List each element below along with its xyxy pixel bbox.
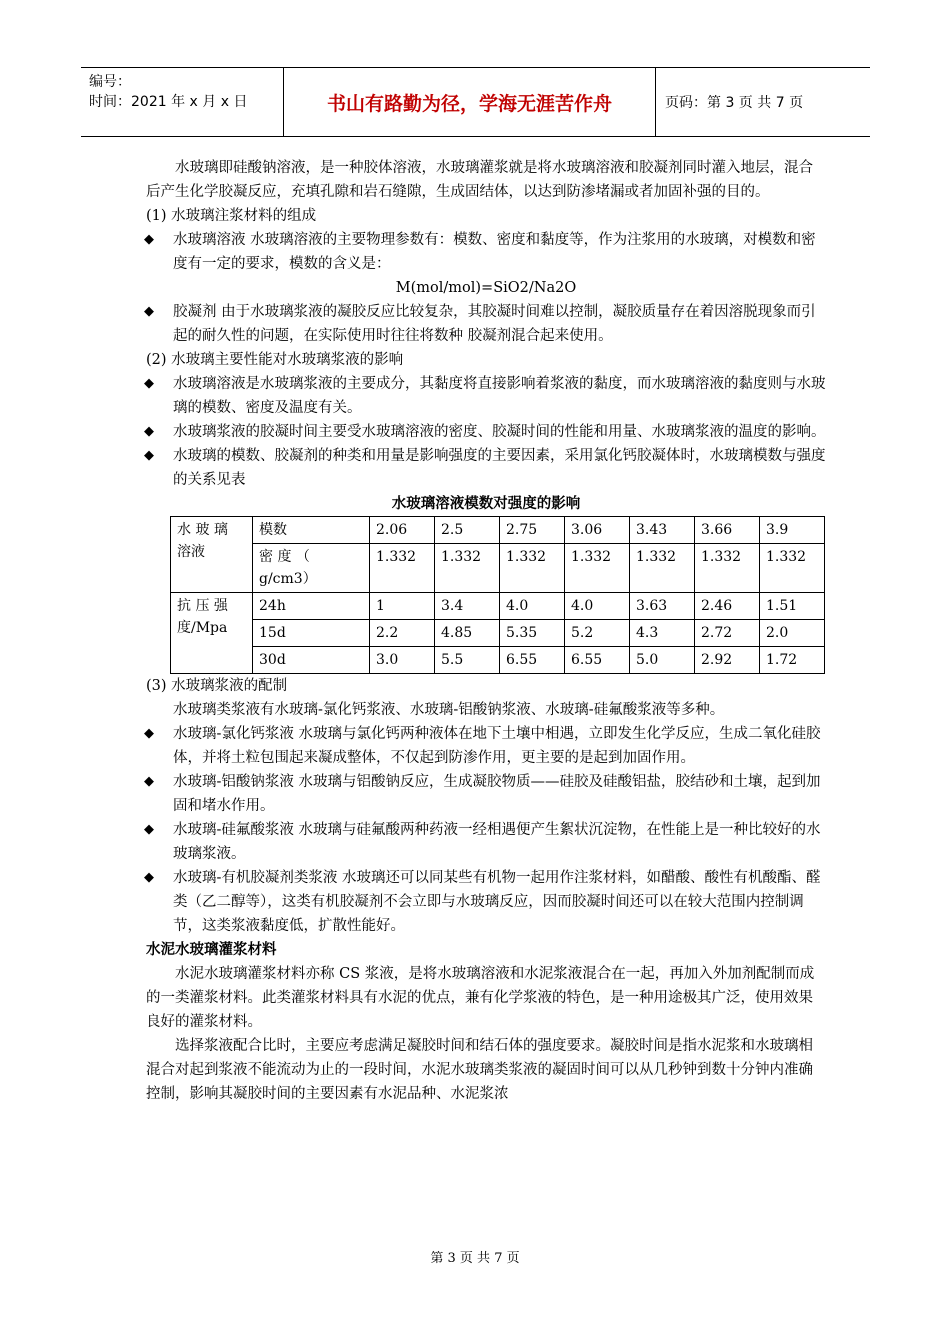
table-row-label: 30d [253, 647, 370, 674]
bullet-item [146, 300, 826, 348]
table-cell: 1.332 [500, 544, 565, 593]
table-group-label: 抗 压 强 度/Mpa [171, 593, 253, 674]
table-row-label: 模数 [253, 517, 370, 544]
bullet-text: 胶凝剂 由于水玻璃浆液的凝胶反应比较复杂，其胶凝时间难以控制，凝胶质量存在着因溶脱现象而引起的耐久性的问题，在实际使用时往往将数种 胶凝剂混合起来使用。 [173, 304, 816, 344]
diamond-bullet-icon: ◆ [144, 870, 154, 885]
doc-number-label: 编号： [89, 74, 131, 90]
header-motto: 书山有路勤为径，学海无涯苦作舟 [326, 92, 612, 115]
table-cell: 4.3 [630, 620, 695, 647]
table-cell: 1.51 [760, 593, 825, 620]
table-cell: 3.63 [630, 593, 695, 620]
table-row [171, 517, 825, 544]
table-cell: 6.55 [565, 647, 630, 674]
diamond-bullet-icon: ◆ [144, 448, 154, 463]
table-cell: 2.2 [370, 620, 435, 647]
table-row-label: 15d [253, 620, 370, 647]
header-divider [655, 68, 656, 136]
table-row [171, 620, 825, 647]
paragraph: 水泥水玻璃灌浆材料亦称 CS 浆液，是将水玻璃溶液和水泥浆液混合在一起，再加入外加剂配制而成的一类灌浆材料。此类灌浆材料具有水泥的优点，兼有化学浆液的特色，是一种用途极其广泛，使用效果良好的灌浆材料。 [146, 966, 815, 1030]
table-cell: 2.46 [695, 593, 760, 620]
table-cell: 5.2 [565, 620, 630, 647]
table-cell: 3.0 [370, 647, 435, 674]
bullet-text: 水玻璃-铝酸钠浆液 水玻璃与铝酸钠反应，生成凝胶物质——硅胶及硅酸铝盐，胶结砂和土壤，起到加固和堵水作用。 [173, 774, 821, 814]
bullet-text: 水玻璃-氯化钙浆液 水玻璃与氯化钙两种液体在地下土壤中相遇，立即发生化学反应，生成二氧化硅胶体，并将土粒包围起来凝成整体，不仅起到防渗作用，更主要的是起到加固作用。 [173, 726, 821, 766]
table-group-label: 水 玻 璃 溶液 [171, 517, 253, 593]
bullet-text: 水玻璃浆液的胶凝时间主要受水玻璃溶液的密度、胶凝时间的性能和用量、水玻璃浆液的温度的影响。 [173, 424, 826, 440]
table-cell: 4.85 [435, 620, 500, 647]
table-cell: 1.332 [630, 544, 695, 593]
table-cell: 1.332 [370, 544, 435, 593]
bullet-text: 水玻璃溶液是水玻璃浆液的主要成分，其黏度将直接影响着浆液的黏度，而水玻璃溶液的黏度则与水玻璃的模数、密度及温度有关。 [173, 376, 826, 416]
modulus-strength-table [170, 516, 825, 674]
table-cell: 2.92 [695, 647, 760, 674]
bullet-item [146, 770, 826, 818]
table-cell: 5.0 [630, 647, 695, 674]
table-cell: 3.43 [630, 517, 695, 544]
table-row-label: 24h [253, 593, 370, 620]
bullet-item [146, 372, 826, 420]
bullet-text: 水玻璃-有机胶凝剂类浆液 水玻璃还可以同某些有机物一起用作注浆材料，如醋酸、酸性有机酸酯、醛类（乙二醇等），这类有机胶凝剂不会立即与水玻璃反应，因而胶凝时间还可以在较大范围内控制调节，这类浆液黏度低，扩散性能好。 [173, 870, 821, 934]
section-heading-2: (2) 水玻璃主要性能对水玻璃浆液的影响 [146, 352, 404, 368]
bullet-item [146, 228, 826, 276]
diamond-bullet-icon: ◆ [144, 232, 154, 247]
diamond-bullet-icon: ◆ [144, 304, 154, 319]
table-cell: 4.0 [500, 593, 565, 620]
bullet-text: 水玻璃的模数、胶凝剂的种类和用量是影响强度的主要因素，采用氯化钙胶凝体时，水玻璃模数与强度的关系见表 [173, 448, 826, 488]
table-cell: 1 [370, 593, 435, 620]
table-cell: 3.06 [565, 517, 630, 544]
formula: M(mol/mol)=SiO2/Na2O [395, 280, 577, 296]
bullet-item [146, 420, 826, 444]
table-cell: 5.35 [500, 620, 565, 647]
bullet-item [146, 818, 826, 866]
paragraph: 选择浆液配合比时，主要应考虑满足凝胶时间和结石体的强度要求。凝胶时间是指水泥浆和水玻璃相混合对起到浆液不能流动为止的一段时间，水泥水玻璃类浆液的凝固时间可以从几秒钟到数十分钟内准确控制，影响其凝胶时间的主要因素有水泥品种、水泥浆浓 [146, 1038, 813, 1102]
doc-time-label: 时间：2021 年 x 月 x 日 [89, 94, 248, 110]
diamond-bullet-icon: ◆ [144, 424, 154, 439]
bullet-item [146, 444, 826, 492]
section-heading-3: (3) 水玻璃浆液的配制 [146, 678, 288, 694]
table-cell: 1.332 [760, 544, 825, 593]
diamond-bullet-icon: ◆ [144, 376, 154, 391]
table-cell: 2.75 [500, 517, 565, 544]
page-header [81, 67, 870, 137]
table-cell: 5.5 [435, 647, 500, 674]
table-cell: 2.0 [760, 620, 825, 647]
bullet-item [146, 722, 826, 770]
bullet-item [146, 866, 826, 938]
document-body [146, 156, 826, 1106]
header-page-number: 页码：第 3 页 共 7 页 [665, 95, 804, 111]
table-cell: 2.72 [695, 620, 760, 647]
table-row [171, 544, 825, 593]
table-cell: 1.72 [760, 647, 825, 674]
diamond-bullet-icon: ◆ [144, 726, 154, 741]
table-title: 水玻璃溶液模数对强度的影响 [391, 496, 581, 512]
table-cell: 1.332 [565, 544, 630, 593]
bullet-text: 水玻璃溶液 水玻璃溶液的主要物理参数有：模数、密度和黏度等，作为注浆用的水玻璃，对模数和密度有一定的要求，模数的含义是： [173, 232, 816, 272]
bullet-text: 水玻璃-硅氟酸浆液 水玻璃与硅氟酸两种药液一经相遇便产生絮状沉淀物，在性能上是一种比较好的水玻璃浆液。 [173, 822, 821, 862]
diamond-bullet-icon: ◆ [144, 822, 154, 837]
table-row [171, 647, 825, 674]
table-cell: 4.0 [565, 593, 630, 620]
table-cell: 1.332 [435, 544, 500, 593]
table-cell: 2.06 [370, 517, 435, 544]
table-cell: 3.66 [695, 517, 760, 544]
table-row [171, 593, 825, 620]
intro-paragraph: 水玻璃即硅酸钠溶液，是一种胶体溶液，水玻璃灌浆就是将水玻璃溶液和胶凝剂同时灌入地层，混合后产生化学胶凝反应，充填孔隙和岩石缝隙，生成固结体，以达到防渗堵漏或者加固补强的目的。 [146, 160, 813, 200]
table-row-label: 密 度 （ g/cm3） [253, 544, 370, 593]
paragraph: 水玻璃类浆液有水玻璃-氯化钙浆液、水玻璃-铝酸钠浆液、水玻璃-硅氟酸浆液等多种。 [173, 702, 725, 718]
page-footer: 第 3 页 共 7 页 [430, 1251, 520, 1266]
table-cell: 1.332 [695, 544, 760, 593]
section-heading-1: (1) 水玻璃注浆材料的组成 [146, 208, 317, 224]
section-heading-cs: 水泥水玻璃灌浆材料 [146, 942, 277, 958]
header-meta [89, 72, 247, 112]
table-cell: 6.55 [500, 647, 565, 674]
table-cell: 3.4 [435, 593, 500, 620]
diamond-bullet-icon: ◆ [144, 774, 154, 789]
table-cell: 2.5 [435, 517, 500, 544]
table-cell: 3.9 [760, 517, 825, 544]
